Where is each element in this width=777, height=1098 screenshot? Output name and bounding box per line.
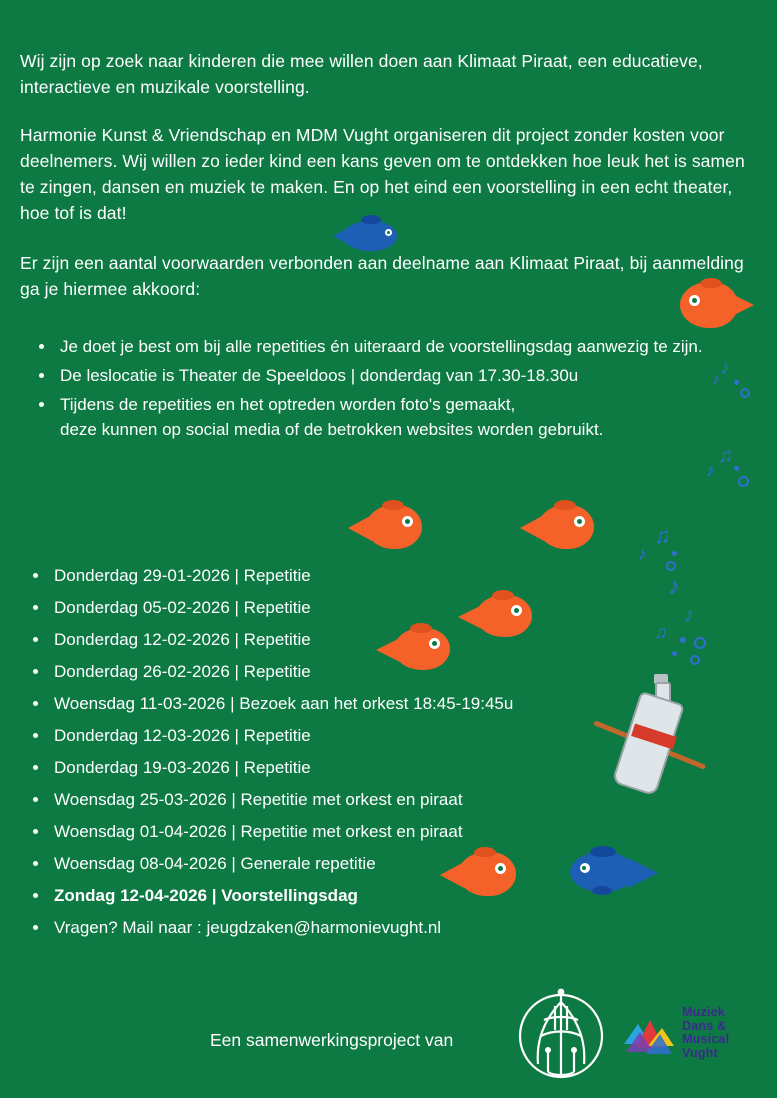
mdm-line-musical: Musical [682,1032,730,1046]
schedule-item-performance-day [50,880,626,912]
mdm-amp-label: & [717,1018,727,1033]
music-notes-cluster-a: ♪ ♪ [712,358,752,398]
schedule-item [50,656,626,688]
mdm-line-muziek: Muziek [682,1005,725,1019]
schedule-item [50,848,626,880]
condition-item [56,334,756,359]
schedule-item [50,560,626,592]
fish-orange-icon-mid-left [348,503,424,551]
schedule-item-label: Woensdag 08-04-2026 | Generale repetitie [54,854,376,873]
schedule-item [50,752,626,784]
condition-item [56,392,756,442]
mdm-vught-logo [620,1004,770,1066]
condition-text: Tijdens de repetities en het optreden worden foto's gemaakt, [60,395,516,414]
condition-item [56,363,756,388]
music-notes-cluster-d: ♪ ♪ ♫ [650,575,720,675]
schedule-item-label: Zondag 12-04-2026 | Voorstellingsdag [54,886,358,905]
schedule-item-label: Woensdag 25-03-2026 | Repetitie met orkest en piraat [54,790,463,809]
schedule-item-label: Donderdag 26-02-2026 | Repetitie [54,662,311,681]
schedule-item-label: Donderdag 05-02-2026 | Repetitie [54,598,311,617]
schedule-item [50,688,626,720]
condition-subtext: deze kunnen op social media of de betrokken websites worden gebruikt. [60,420,604,439]
intro-paragraph-1: Wij zijn op zoek naar kinderen die mee willen doen aan Klimaat Piraat, een educatieve, interactieve en muzikale voorstelling. [20,51,703,97]
intro-block [20,48,756,324]
schedule-item-label: Donderdag 29-01-2026 | Repetitie [54,566,311,585]
condition-text: Je doet je best om bij alle repetities én uiteraard de voorstellingsdag aanwezig te zijn. [60,337,703,356]
schedule-item [50,784,626,816]
music-notes-cluster-b: ♫ ♪ [704,446,748,490]
music-notes-cluster-c: ♫ ♪ [636,525,682,571]
schedule-item-label: Donderdag 12-02-2026 | Repetitie [54,630,311,649]
mdm-logo-text [682,1006,729,1060]
intro-paragraph-2: Harmonie Kunst & Vriendschap en MDM Vught organiseren dit project zonder kosten voor deelnemers. Wij willen zo ieder kind een kans geven om te ontdekken hoe leuk het is samen te zingen, dansen en muziek te maken. En op het eind een voorstelling in een echt theater, hoe tof is dat! [20,125,745,223]
schedule-item-label: Donderdag 12-03-2026 | Repetitie [54,726,311,745]
schedule-item [50,720,626,752]
contact-email-label[interactable]: Vragen? Mail naar : jeugdzaken@harmonievught.nl [54,918,442,937]
mdm-dans-label: Dans [682,1018,714,1033]
conditions-block [34,334,756,446]
schedule-item [50,592,626,624]
schedule-item-label: Woensdag 11-03-2026 | Bezoek aan het orkest 18:45-19:45u [54,694,514,713]
mdm-line-dans [682,1020,729,1034]
collaboration-label: Een samenwerkingsproject van [210,1030,454,1050]
schedule-item-contact[interactable] [50,912,626,944]
mdm-line-vught: Vught [682,1045,718,1060]
schedule-item [50,816,626,848]
schedule-item [50,624,626,656]
schedule-item-label: Donderdag 19-03-2026 | Repetitie [54,758,311,777]
schedule-item-label: Woensdag 01-04-2026 | Repetitie met orkest en piraat [54,822,463,841]
condition-text: De leslocatie is Theater de Speeldoos | donderdag van 17.30-18.30u [60,366,579,385]
intro-paragraph-3: Er zijn een aantal voorwaarden verbonden aan deelname aan Klimaat Piraat, bij aanmelding ga je hiermee akkoord: [20,253,744,299]
schedule-list [26,560,626,944]
harmonie-kunst-en-vriendschap-logo-icon [508,980,614,1086]
fish-orange-icon-mid-center [520,503,596,551]
